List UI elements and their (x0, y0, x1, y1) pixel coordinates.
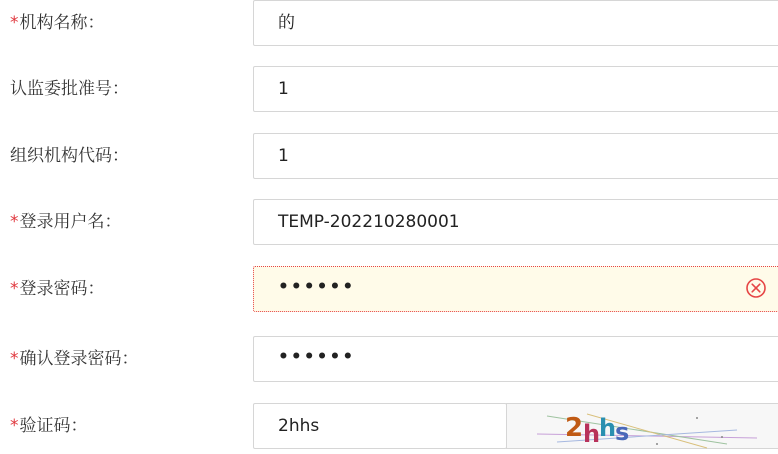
captcha-image[interactable] (506, 403, 778, 449)
captcha-char: 2 (565, 413, 584, 443)
username-label: *登录用户名： (10, 212, 122, 232)
close-circle-icon[interactable] (745, 277, 767, 303)
form-row-username (0, 199, 778, 245)
approval-no-label: 认监委批准号： (10, 79, 129, 99)
org-code-label: 组织机构代码： (10, 146, 129, 166)
required-mark: * (10, 416, 19, 436)
captcha-char: s (615, 418, 630, 446)
form-row-org-name (0, 0, 778, 46)
form-row-org-code (0, 133, 778, 179)
required-mark: * (10, 212, 19, 232)
org-name-input[interactable]: 的 (253, 0, 778, 46)
required-mark: * (10, 13, 19, 33)
org-name-label: *机构名称： (10, 13, 105, 33)
captcha-input[interactable]: 2hhs (253, 403, 507, 449)
form-row-confirm-password (0, 336, 778, 382)
captcha-label: *验证码： (10, 416, 88, 436)
confirm-password-mask: •••••• (278, 347, 356, 367)
required-mark: * (10, 349, 19, 369)
confirm-password-label: *确认登录密码： (10, 349, 139, 369)
approval-no-input[interactable]: 1 (253, 66, 778, 112)
confirm-password-input[interactable] (253, 336, 778, 382)
form-row-approval-no (0, 66, 778, 112)
username-input[interactable]: TEMP-202210280001 (253, 199, 778, 245)
required-mark: * (10, 279, 19, 299)
captcha-char: h (583, 420, 601, 448)
password-input[interactable] (253, 266, 778, 312)
password-label: *登录密码： (10, 279, 105, 299)
form-row-password (0, 266, 778, 312)
captcha-char: h (599, 414, 617, 442)
org-code-input[interactable]: 1 (253, 133, 778, 179)
form-row-captcha (0, 403, 778, 449)
password-mask: •••••• (278, 277, 356, 297)
